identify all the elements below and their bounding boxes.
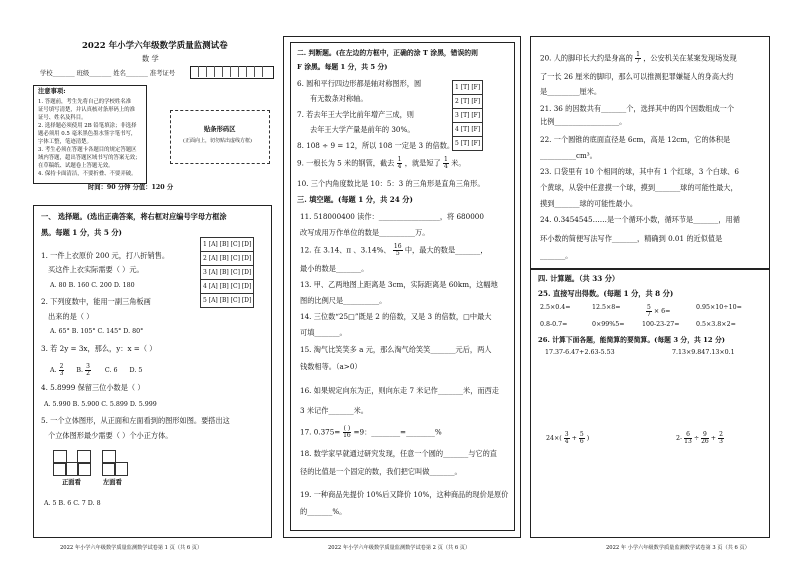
answer-row[interactable]: 1 [A] [B] [C] [D]	[201, 238, 254, 252]
answer-row[interactable]: 4 [A] [B] [C] [D]	[201, 280, 254, 294]
barcode-area	[170, 110, 270, 164]
question-11-cont: 改写成用万作单位的数是__________万。	[300, 228, 430, 237]
question-26-title: 26. 计算下面各题，能简算的要简算。(每题 3 分，共 12 分)	[538, 336, 726, 344]
q25-item: 12.5×8=	[592, 304, 621, 311]
question-5-options: A. 5 B. 6 C. 7 D. 8	[44, 500, 101, 507]
question-8: 8. 108 ÷ 9 = 12，所以 108 一定是 3 的倍数。	[297, 141, 455, 150]
question-3: 3. 若 2y = 3x，那么，y：x =（ ）	[41, 344, 157, 353]
q26-expr-d: 2- $\frac{6}{13}$ ÷ $\frac{9}{26}$ + $\frac{2}{3}$	[676, 431, 723, 445]
question-7-cont: 去年王大学产量是前年的 30%。	[310, 125, 415, 134]
question-2-cont: 出来的是（ ）	[48, 312, 94, 321]
page-2-footer: 2022 年小学六年级数学质量监测数学试卷第 2 页（共 6 页）	[328, 545, 471, 551]
question-7: 7. 若去年王大学比前年增产三成，则	[297, 110, 414, 119]
q26-expr-a: 17.37-6.47+2.63-5.53	[545, 349, 615, 356]
question-20-cont: 了一长 26 厘米的脚印，那么可以推测犯罪嫌疑人的身高大约	[540, 72, 734, 81]
question-24-cont: 环小数的简便写法写作_______，精确到 0.01 的近似值是	[540, 234, 723, 243]
subject-label: 数 学	[142, 54, 159, 63]
tf-answer-row[interactable]: 1 [T] [F]	[453, 81, 483, 95]
question-13: 13. 甲、乙两地图上距离是 3cm，实际距离是 60km，这幅地	[300, 280, 498, 289]
q25-item: 100-23-27=	[642, 321, 680, 328]
q26-expr-c: 24×( $\frac{3}{4}$ + $\frac{5}{6}$ )	[546, 431, 590, 445]
question-1-cont: 买这件上衣实际需要（ ）元。	[48, 265, 144, 274]
question-24: 24. 0.3454545……是一个循环小数，循环节是_______，用循	[540, 215, 740, 224]
question-24-cont2: _______。	[540, 251, 573, 260]
question-23: 23. 口袋里有 10 个相同的球，其中有 1 个红球，3 个白球、6	[540, 167, 739, 176]
question-5: 5. 一个立体图形，从正面和左面看到的图形如图。要搭出这	[41, 416, 230, 425]
section2-title: 二. 判断题。(在左边的方框中，正确的涂 T 涂黑，错误的则	[297, 49, 478, 57]
question-20: 20. 人的脚印长大约是身高的 $\frac{1}{7}$ ，公安机关在某案发现场发现	[540, 51, 737, 65]
time-score-line: 时间：90 分钟 分值：120 分	[88, 184, 174, 191]
question-22: 22. 一个圆锥的底面直径是 6cm，高是 12cm，它的体积是	[540, 135, 731, 144]
question-18-cont: 径的比值是一个固定的数，我们把它叫做_______。	[300, 467, 462, 476]
question-17: 17. 0.375= $\frac{( )}{16}$ =9：________=________%	[300, 425, 442, 439]
question-15: 15. 淘气比笑笑多 a 元，那么淘气给笑笑_______元后，两人	[300, 345, 492, 354]
answer-row[interactable]: 3 [A] [B] [C] [D]	[201, 266, 254, 280]
section3-title: 三. 填空题。(每题 1 分，共 24 分)	[297, 195, 413, 204]
notice-title: 注意事项:	[38, 88, 66, 95]
question-1: 1. 一件上衣原价 200 元，打八折销售。	[41, 251, 170, 260]
page-1-footer: 2022 年小学六年级数学质量监测数学试卷第 1 页（共 6 页）	[60, 545, 203, 551]
question-14: 14. 三位数“25□”既是 2 的倍数，又是 3 的倍数，□中最大	[300, 312, 492, 321]
question-21: 21. 36 的因数共有_______个，选择其中的四个因数组成一个	[540, 104, 735, 113]
notice-line: 证号、姓名及科目。	[38, 115, 87, 121]
question-5-cont: 个立体图形最少需要（ ）个小正方体。	[48, 431, 173, 440]
question-25-title: 25. 直接写出得数。(每题 1 分，共 8 分)	[538, 289, 674, 298]
student-info-line: 学校_______ 班级_______ 姓名_______ 准考证号	[40, 70, 176, 77]
q26-expr-b: 7.13×9.847.13×0.1	[672, 349, 735, 356]
notice-line: 4. 保持卡面清洁，不要折叠、不要弄破。	[38, 171, 137, 177]
question-19: 19. 一种商品先提价 10%后又降价 10%，这种商品的现价是原价	[300, 490, 509, 499]
question-21-cont: 比例__________________。	[540, 117, 627, 126]
tf-answer-row[interactable]: 3 [T] [F]	[453, 109, 483, 123]
question-2-options: A. 65° B. 105° C. 145° D. 80°	[50, 328, 144, 335]
question-4: 4. 5.8999 保留三位小数是（ ）	[41, 383, 145, 392]
tf-answer-row[interactable]: 2 [T] [F]	[453, 95, 483, 109]
q25-item: 0×99%5=	[592, 321, 625, 328]
notice-line: 域内答题，超出答题区域书写的答案无效；	[38, 155, 141, 161]
question-13-cont: 图的比例尺是__________。	[300, 296, 387, 305]
q25-item: 0.95×10÷10=	[696, 304, 742, 311]
answer-row[interactable]: 5 [A] [B] [C] [D]	[201, 294, 254, 308]
left-view-label: 左面看	[103, 479, 122, 486]
notice-line: 证号填写清楚，并认真核对条形码上的准	[38, 107, 136, 113]
question-23-cont2: 摸到_______球的可能性最小。	[540, 199, 638, 208]
question-14-cont: 可填_______。	[300, 328, 347, 337]
question-16: 16. 如果规定向东为正，则向东走 7 米记作_______米，而西走	[300, 386, 499, 395]
answer-sheet-true-false[interactable]	[452, 80, 483, 151]
question-6: 6. 圆和平行四边形都是轴对称图形，圆	[297, 79, 422, 88]
exam-title: 2022 年小学六年级数学质量监测试卷	[82, 41, 228, 51]
question-23-cont: 个黄球，从袋中任意摸一个球，摸到_______球的可能性最大，	[540, 183, 738, 192]
section1-title: 一、 选择题。(选出正确答案，将右框对应编号字母方框涂	[41, 212, 227, 221]
notice-line: 题必须用 0.5 毫米黑色墨水签字笔书写，	[38, 131, 137, 137]
question-12: 12. 在 3.14、π 、3.14%、 $\frac{16}{5}$ 中，最大的数是_______，	[300, 243, 488, 257]
page-3-footer: 2022 年 小学六年级数学质量监测数学试卷第 3 页（共 6 页）	[606, 545, 750, 551]
question-6-cont: 有无数条对称轴。	[310, 94, 368, 103]
question-12-cont: 最小的数是_______。	[300, 264, 369, 273]
notice-line: 1. 答题前，考生先将自己的学校姓名准	[38, 99, 132, 105]
question-9: 9. 一根长为 5 米的钢管，截去 $\frac{1}{4}$ ，就是短了 $\frac{1}{4}$ 米。	[297, 156, 466, 170]
section1-title-cont: 黑。每题 1 分，共 5 分)	[41, 228, 122, 237]
q25-item: 0.8-0.7=	[540, 321, 568, 328]
question-10: 10. 三个内角度数比是 10：5：3 的三角形是直角三角形。	[297, 179, 485, 188]
question-4-options: A. 5.990 B. 5.900 C. 5.899 D. 5.999	[44, 401, 157, 408]
section2-title-cont: F 涂黑。每题 1 分，共 5 分)	[297, 63, 388, 71]
tf-answer-row[interactable]: 5 [T] [F]	[453, 137, 483, 151]
notice-line: 3. 考生必须在答题卡各题目的规定答题区	[38, 147, 137, 153]
question-2: 2. 下列度数中，能用一副三角板画	[41, 297, 151, 306]
tf-answer-row[interactable]: 4 [T] [F]	[453, 123, 483, 137]
q25-item: 0.5×3.8×2=	[696, 321, 736, 328]
question-15-cont: 钱数相等。（a>0）	[300, 362, 362, 371]
question-18: 18. 数学家早就通过研究发现，任意一个圆的_______与它的直	[300, 449, 497, 458]
answer-row[interactable]: 2 [A] [B] [C] [D]	[201, 252, 254, 266]
question-22-cont: __________cm³。	[540, 151, 597, 160]
question-11: 11. 518000400 读作：_________________，将 680000	[300, 212, 484, 221]
section4-title: 四. 计算题。（共 33 分）	[538, 274, 620, 283]
notice-line: 字体工整，笔迹清楚。	[38, 139, 92, 145]
notice-line: 在草稿纸、试题卷上答题无效。	[38, 163, 114, 169]
q25-item: $\frac{5}{7}$ × 6=	[647, 304, 671, 318]
question-3-options: A. $\frac{2}{3}$ B. $\frac{3}{2}$ C. 6 D. 5	[50, 363, 143, 377]
barcode-subtitle: (正面向上，切勿贴出虚线方框)	[183, 138, 252, 144]
question-16-cont: 3 米记作_______米。	[300, 406, 368, 415]
question-20-cont2: 是_________厘米。	[540, 87, 602, 96]
q25-item: 2.5×0.4=	[540, 304, 571, 311]
barcode-title: 贴条形码区	[204, 126, 236, 133]
notice-box	[33, 85, 147, 184]
answer-sheet-choices[interactable]	[200, 237, 254, 308]
question-1-options: A. 80 B. 160 C. 200 D. 180	[50, 282, 135, 289]
front-view-label: 正面看	[62, 479, 81, 486]
notice-line: 2. 选择题必须使用 2B 铅笔填涂；非选择	[38, 123, 137, 129]
question-19-cont: 的_______%。	[300, 507, 347, 516]
